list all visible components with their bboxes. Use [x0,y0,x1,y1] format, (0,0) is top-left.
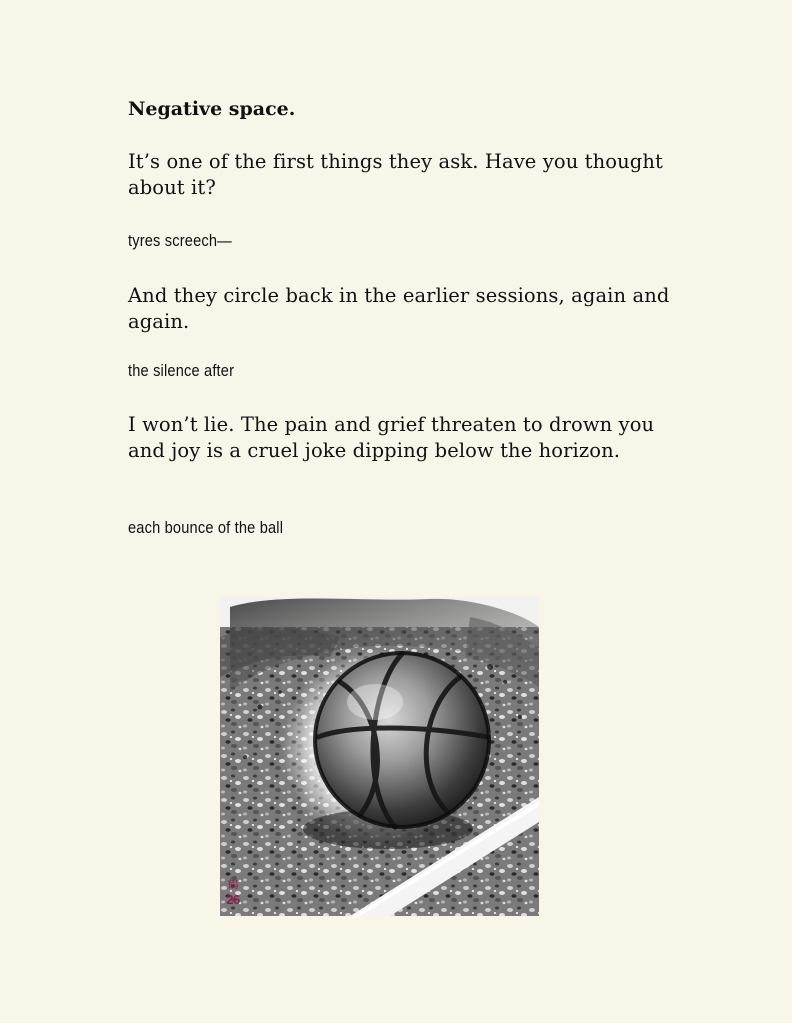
basketball-painting-svg [220,597,539,916]
basketball-ink-painting [220,597,539,916]
haiku-line-2: the silence after [128,361,235,380]
prose-paragraph-2: And they circle back in the earlier sessions, again and again. [128,284,670,333]
prose-paragraph-1: It’s one of the first things they ask. Have you thought about it? [128,150,663,199]
artist-seal [226,880,240,906]
haiku-line-1: tyres screech— [128,231,232,250]
seal-glyph: 鶴 [227,879,239,891]
haiku-line-3: each bounce of the ball [128,518,284,537]
seal-number: 26 [226,892,240,907]
title-period: . [288,98,296,120]
page-title [128,96,295,122]
title-bold: Negative space [128,98,289,120]
prose-paragraph-3: I won’t lie. The pain and grief threaten to drown you and joy is a cruel joke dipping below the horizon. [128,413,655,462]
